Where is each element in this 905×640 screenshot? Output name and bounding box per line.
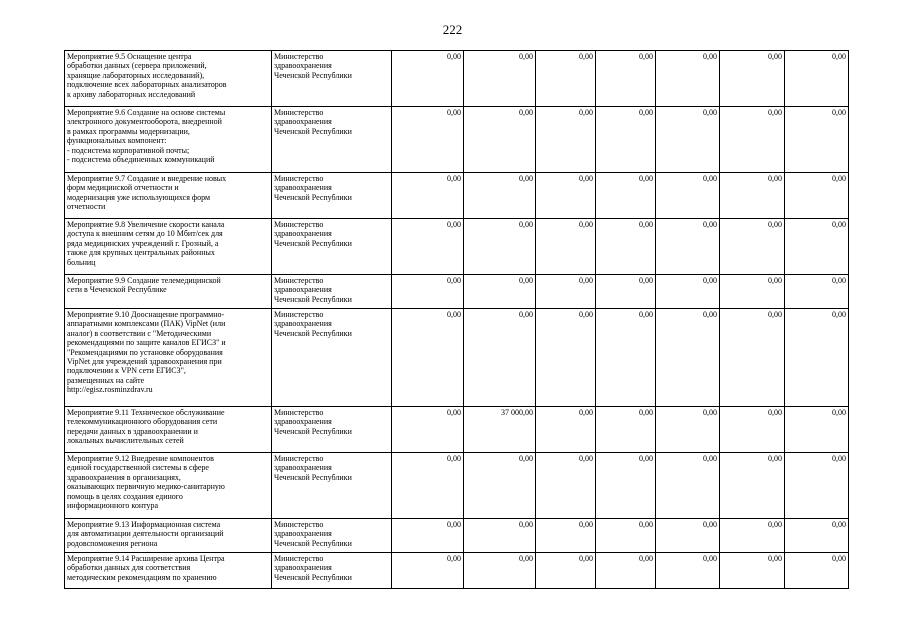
value-cell: 0,00 xyxy=(464,553,536,589)
value-cell: 0,00 xyxy=(720,173,785,219)
executor-cell: Министерство здравоохранения Чеченской Республики xyxy=(272,453,392,519)
value-cell: 0,00 xyxy=(536,453,596,519)
value-cell: 0,00 xyxy=(392,407,464,453)
value-cell: 0,00 xyxy=(392,173,464,219)
page-number: 222 xyxy=(442,22,463,37)
value-cell: 0,00 xyxy=(656,519,720,553)
value-cell: 0,00 xyxy=(392,51,464,107)
value-cell: 0,00 xyxy=(656,275,720,309)
value-cell: 0,00 xyxy=(464,107,536,173)
executor-cell: Министерство здравоохранения Чеченской Республики xyxy=(272,519,392,553)
value-cell: 0,00 xyxy=(785,219,849,275)
executor-cell: Министерство здравоохранения Чеченской Республики xyxy=(272,51,392,107)
table-row xyxy=(65,51,849,107)
activity-cell: Мероприятие 9.7 Создание и внедрение новых форм медицинской отчетности и модернизация уже использующихся форм отчетности xyxy=(65,173,272,219)
value-cell: 0,00 xyxy=(392,453,464,519)
value-cell: 37 000,00 xyxy=(464,407,536,453)
value-cell: 0,00 xyxy=(720,553,785,589)
activity-cell: Мероприятие 9.10 Дооснащение программно- аппаратными комплексами (ПАК) VipNet (или аналог) в соответствии с "Методическими рекомендациями по защите каналов ЕГИСЗ" и "Рекомендациями по установке оборудования VipNet для учреждений здравоохранения при подключении к VPN сети ЕГИСЗ", размещенных на сайте http://egisz.rosminzdrav.ru xyxy=(65,309,272,407)
executor-cell: Министерство здравоохранения Чеченской Республики xyxy=(272,219,392,275)
activity-cell: Мероприятие 9.8 Увеличение скорости канала доступа к внешним сетям до 10 Мбит/сек для ряда медицинских учреждений г. Грозный, а также для крупных центральных районных больниц xyxy=(65,219,272,275)
value-cell: 0,00 xyxy=(720,107,785,173)
value-cell: 0,00 xyxy=(392,519,464,553)
value-cell: 0,00 xyxy=(464,309,536,407)
value-cell: 0,00 xyxy=(656,51,720,107)
value-cell: 0,00 xyxy=(785,309,849,407)
value-cell: 0,00 xyxy=(596,275,656,309)
table-row xyxy=(65,219,849,275)
value-cell: 0,00 xyxy=(596,407,656,453)
activity-cell: Мероприятие 9.11 Техническое обслуживание телекоммуникационного оборудования сети передачи данных в здравоохранении и локальных вычислительных сетей xyxy=(65,407,272,453)
value-cell: 0,00 xyxy=(392,309,464,407)
table-row xyxy=(65,173,849,219)
value-cell: 0,00 xyxy=(464,219,536,275)
value-cell: 0,00 xyxy=(536,173,596,219)
value-cell: 0,00 xyxy=(536,309,596,407)
value-cell: 0,00 xyxy=(656,407,720,453)
table-row xyxy=(65,519,849,553)
value-cell: 0,00 xyxy=(656,453,720,519)
value-cell: 0,00 xyxy=(720,407,785,453)
value-cell: 0,00 xyxy=(596,219,656,275)
table-row xyxy=(65,275,849,309)
value-cell: 0,00 xyxy=(392,219,464,275)
activity-cell: Мероприятие 9.14 Расширение архива Центра обработки данных для соответствия методическим рекомендациям по хранению xyxy=(65,553,272,589)
executor-cell: Министерство здравоохранения Чеченской Республики xyxy=(272,173,392,219)
table-row xyxy=(65,407,849,453)
budget-table xyxy=(64,50,849,589)
value-cell: 0,00 xyxy=(720,519,785,553)
value-cell: 0,00 xyxy=(785,173,849,219)
table-row xyxy=(65,453,849,519)
value-cell: 0,00 xyxy=(596,453,656,519)
activity-cell: Мероприятие 9.6 Создание на основе системы электронного документооборота, внедренной в рамках программы модернизации, функциональных компонент: - подсистема корпоративной почты; - подсистема объединенных коммуникаций xyxy=(65,107,272,173)
value-cell: 0,00 xyxy=(785,107,849,173)
value-cell: 0,00 xyxy=(656,553,720,589)
value-cell: 0,00 xyxy=(785,519,849,553)
value-cell: 0,00 xyxy=(785,407,849,453)
value-cell: 0,00 xyxy=(536,107,596,173)
value-cell: 0,00 xyxy=(536,519,596,553)
activity-cell: Мероприятие 9.5 Оснащение центра обработки данных (сервера приложений, хранящие лабораторных исследований), подключение всех лабораторных анализаторов к архиву лабораторных исследований xyxy=(65,51,272,107)
value-cell: 0,00 xyxy=(720,275,785,309)
value-cell: 0,00 xyxy=(392,107,464,173)
value-cell: 0,00 xyxy=(785,553,849,589)
value-cell: 0,00 xyxy=(464,275,536,309)
activity-cell: Мероприятие 9.12 Внедрение компонентов единой государственной системы в сфере здравоохранения в организациях, оказывающих первичную медико-санитарную помощь в целях создания единого информационного контура xyxy=(65,453,272,519)
value-cell: 0,00 xyxy=(464,453,536,519)
value-cell: 0,00 xyxy=(536,275,596,309)
value-cell: 0,00 xyxy=(392,275,464,309)
activity-cell: Мероприятие 9.9 Создание телемедицинской сети в Чеченской Республике xyxy=(65,275,272,309)
value-cell: 0,00 xyxy=(536,219,596,275)
executor-cell: Министерство здравоохранения Чеченской Республики xyxy=(272,309,392,407)
value-cell: 0,00 xyxy=(464,173,536,219)
value-cell: 0,00 xyxy=(785,453,849,519)
value-cell: 0,00 xyxy=(536,553,596,589)
value-cell: 0,00 xyxy=(720,309,785,407)
executor-cell: Министерство здравоохранения Чеченской Республики xyxy=(272,107,392,173)
activity-cell: Мероприятие 9.13 Информационная система для автоматизации деятельности организаций родовспоможения региона xyxy=(65,519,272,553)
value-cell: 0,00 xyxy=(720,51,785,107)
value-cell: 0,00 xyxy=(596,51,656,107)
executor-cell: Министерство здравоохранения Чеченской Республики xyxy=(272,553,392,589)
table-row xyxy=(65,553,849,589)
executor-cell: Министерство здравоохранения Чеченской Республики xyxy=(272,275,392,309)
value-cell: 0,00 xyxy=(596,553,656,589)
table-row xyxy=(65,309,849,407)
value-cell: 0,00 xyxy=(720,219,785,275)
value-cell: 0,00 xyxy=(464,519,536,553)
value-cell: 0,00 xyxy=(596,309,656,407)
value-cell: 0,00 xyxy=(656,173,720,219)
value-cell: 0,00 xyxy=(656,219,720,275)
value-cell: 0,00 xyxy=(596,519,656,553)
value-cell: 0,00 xyxy=(464,51,536,107)
value-cell: 0,00 xyxy=(656,309,720,407)
value-cell: 0,00 xyxy=(596,173,656,219)
value-cell: 0,00 xyxy=(536,407,596,453)
value-cell: 0,00 xyxy=(720,453,785,519)
value-cell: 0,00 xyxy=(536,51,596,107)
value-cell: 0,00 xyxy=(656,107,720,173)
table-row xyxy=(65,107,849,173)
value-cell: 0,00 xyxy=(392,553,464,589)
executor-cell: Министерство здравоохранения Чеченской Республики xyxy=(272,407,392,453)
value-cell: 0,00 xyxy=(596,107,656,173)
value-cell: 0,00 xyxy=(785,275,849,309)
value-cell: 0,00 xyxy=(785,51,849,107)
